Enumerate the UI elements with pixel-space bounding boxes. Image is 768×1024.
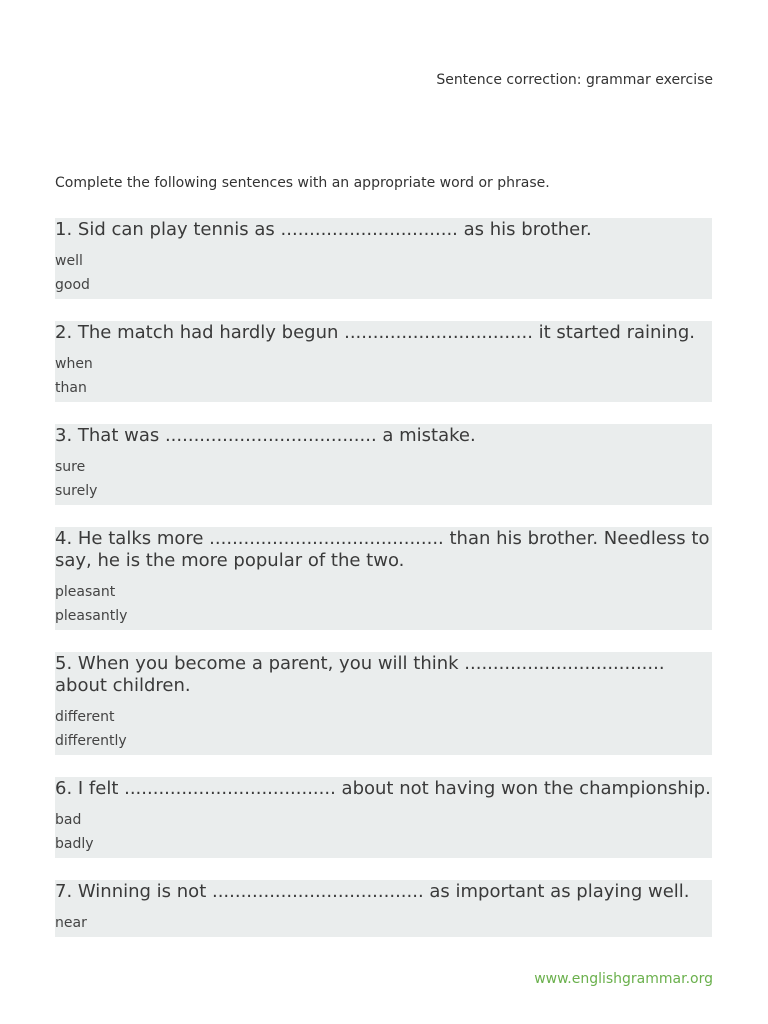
site-link[interactable]: www.englishgrammar.org xyxy=(534,971,713,987)
question-text: 7. Winning is not ..................................... as important as playing well. xyxy=(55,881,690,902)
question-3 xyxy=(55,424,712,505)
option-2[interactable]: surely xyxy=(55,483,98,499)
option-2[interactable]: badly xyxy=(55,836,94,852)
instructions-text: Complete the following sentences with an appropriate word or phrase. xyxy=(55,175,550,191)
question-text: 5. When you become a parent, you will think ................................... about children. xyxy=(55,653,665,696)
question-5 xyxy=(55,652,712,755)
option-1[interactable]: pleasant xyxy=(55,584,116,600)
question-1 xyxy=(55,218,712,299)
option-1[interactable]: sure xyxy=(55,459,86,475)
option-2[interactable]: good xyxy=(55,277,90,293)
option-1[interactable]: well xyxy=(55,253,83,269)
option-2[interactable]: pleasantly xyxy=(55,608,128,624)
option-1[interactable]: bad xyxy=(55,812,82,828)
question-4 xyxy=(55,527,712,630)
option-1[interactable]: near xyxy=(55,915,87,931)
question-2 xyxy=(55,321,712,402)
question-text: 6. I felt ..................................... about not having won the championship. xyxy=(55,778,711,799)
question-text: 3. That was ..................................... a mistake. xyxy=(55,425,476,446)
question-text: 1. Sid can play tennis as ............................... as his brother. xyxy=(55,219,592,240)
question-7 xyxy=(55,880,712,937)
option-2[interactable]: than xyxy=(55,380,87,396)
question-text: 4. He talks more ......................................... than his brother. Needless to say, he is the more popular of the two. xyxy=(55,528,710,571)
option-1[interactable]: when xyxy=(55,356,93,372)
question-list xyxy=(55,218,712,959)
question-text: 2. The match had hardly begun ................................. it started raining. xyxy=(55,322,695,343)
option-1[interactable]: different xyxy=(55,709,115,725)
page-title: Sentence correction: grammar exercise xyxy=(436,72,713,88)
option-2[interactable]: differently xyxy=(55,733,127,749)
question-6 xyxy=(55,777,712,858)
